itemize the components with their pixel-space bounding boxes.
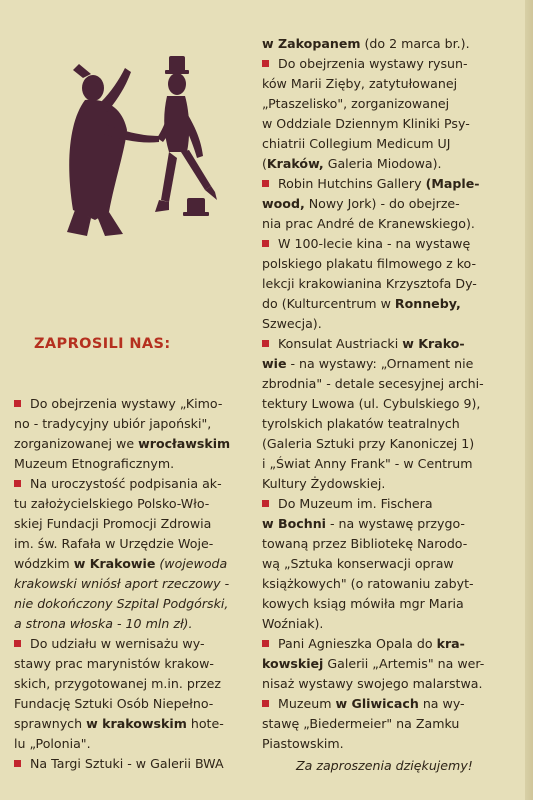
list-item: Do obejrzenia wystawy rysun- ków Marii Zięby, zatytułowanej „Ptaszelisko", zorganizowanej w Oddziale Dziennym Kliniki Psy- chiatrii Collegium Medicum UJ (Kraków, Galeria Miodowa). [262, 56, 470, 171]
closing-thanks: Za zaproszenia dziękujemy! [296, 758, 473, 773]
dancing-figures-silhouette [65, 40, 230, 240]
left-column [10, 0, 260, 800]
bullet-icon [262, 240, 269, 247]
bullet-icon [14, 760, 21, 767]
list-item: Do udziału w wernisażu wy- stawy prac marynistów krakow- skich, przygotowanej m.in. przez Fundację Sztuki Osób Niepełno- sprawnych w krakowskim hote- lu „Polonia". [14, 636, 224, 751]
list-item: Pani Agnieszka Opala do kra- kowskiej Galerii „Artemis" na wer- nisaż wystawy swojego malarstwa. [262, 636, 485, 691]
right-column [262, 0, 526, 800]
list-item: Robin Hutchins Gallery (Maple- wood, Nowy Jork) - do obejrze- nia prac André de Kranewskiego). [262, 176, 480, 231]
list-item: w Zakopanem (do 2 marca br.). [262, 36, 470, 51]
list-item: Na Targi Sztuki - w Galerii BWA [14, 754, 258, 774]
list-item: Do Muzeum im. Fischera w Bochni - na wystawę przygo- towaną przez Bibliotekę Narodo- wą „Sztuka konserwacji opraw książkowych" (o ratowaniu zabyt- kowych ksiąg mówiła mgr Maria Woźniak). [262, 496, 474, 631]
bullet-icon [262, 180, 269, 187]
list-item: Na uroczystość podpisania ak- tu założycielskiego Polsko-Wło- skiej Fundacji Promocji Zdrowia im. św. Rafała w Urzędzie Woje- wódzkim w Krakowie (wojewoda krakowski wniósł aport rzeczowy - nie dokończony Szpital Podgórski, a strona włoska - 10 mln zł). [14, 476, 230, 631]
list-item: Do obejrzenia wystawy „Kimo- no - tradycyjny ubiór japoński", zorganizowanej we wrocławskim Muzeum Etnograficznym. [14, 396, 231, 471]
bullet-icon [262, 500, 269, 507]
page-edge [525, 0, 533, 800]
list-item: Konsulat Austriacki w Krako- wie - na wystawy: „Ornament nie zbrodnia" - detale secesyjnej archi- tektury Lwowa (ul. Cybulskiego 9), tyrolskich plakatów teatralnych (Galeria Sztuki przy Kanoniczej 1) i „Świat Anny Frank" - w Centrum Kultury Żydowskiej. [262, 336, 484, 491]
section-heading: ZAPROSILI NAS: [34, 336, 171, 352]
bullet-icon [14, 480, 21, 487]
bullet-icon [262, 340, 269, 347]
list-item: W 100-lecie kina - na wystawę polskiego plakatu filmowego z ko- lekcji krakowianina Krzysztofa Dy- do (Kulturcentrum w Ronneby, Szwecja). [262, 236, 477, 331]
bullet-icon [262, 640, 269, 647]
bullet-icon [14, 640, 21, 647]
bullet-icon [262, 700, 269, 707]
right-entries [262, 34, 524, 754]
bullet-icon [262, 60, 269, 67]
bullet-icon [14, 400, 21, 407]
list-item: Muzeum w Gliwicach na wy- stawę „Biedermeier" na Zamku Piastowskim. [262, 696, 465, 751]
left-entries [14, 394, 258, 774]
